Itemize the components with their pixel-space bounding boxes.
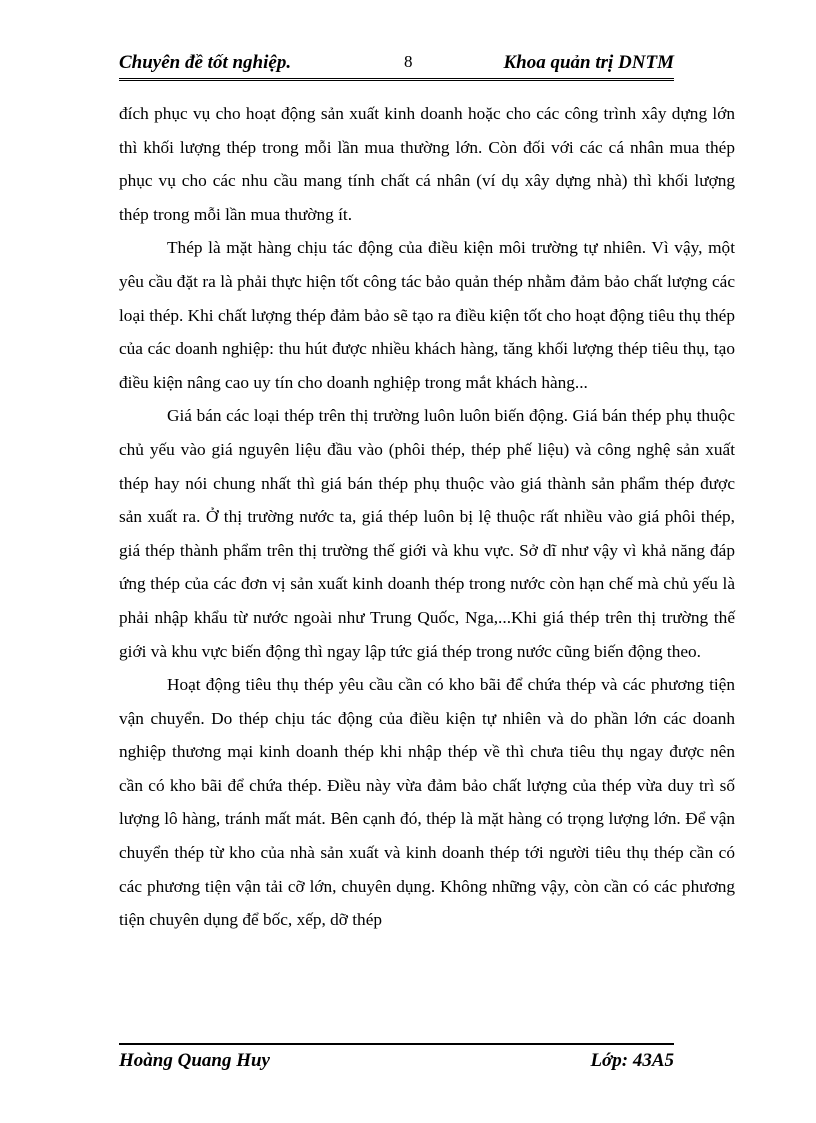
document-body — [119, 97, 735, 937]
page-number: 8 — [404, 52, 413, 71]
paragraph: Giá bán các loại thép trên thị trường luôn luôn biến động. Giá bán thép phụ thuộc chủ yếu vào giá nguyên liệu đầu vào (phôi thép, thép phế liệu) và công nghệ sản xuất thép hay nói chung nhất thì giá bán thép phụ thuộc vào giá thành sản phẩm thép được sản xuất ra. Ở thị trường nước ta, giá thép luôn bị lệ thuộc rất nhiều vào giá phôi thép, giá thép thành phẩm trên thị trường thế giới và khu vực. Sở dĩ như vậy vì khả năng đáp ứng thép của các đơn vị sản xuất kinh doanh thép trong nước còn hạn chế mà chủ yếu là phải nhập khẩu từ nước ngoài như Trung Quốc, Nga,...Khi giá thép trên thị trường thế giới và khu vực biến động thì ngay lập tức giá thép trong nước cũng biến động theo. — [119, 406, 735, 661]
paragraph: Hoạt động tiêu thụ thép yêu cầu cần có kho bãi để chứa thép và các phương tiện vận chuyển. Do thép chịu tác động của điều kiện tự nhiên và do phần lớn các doanh nghiệp thương mại kinh doanh thép khi nhập thép về thì chưa tiêu thụ ngay được nên cần có kho bãi để chứa thép. Điều này vừa đảm bảo chất lượng của thép vừa duy trì số lượng lô hàng, tránh mất mát. Bên cạnh đó, thép là mặt hàng có trọng lượng lớn. Để vận chuyển thép từ kho của nhà sản xuất và kinh doanh thép tới người tiêu thụ thép cần có các phương tiện vận tải cỡ lớn, chuyên dụng. Không những vậy, còn cần có các phương tiện chuyên dụng để bốc, xếp, dỡ thép — [119, 675, 735, 930]
page-header — [119, 52, 674, 81]
page-footer — [119, 1043, 674, 1080]
footer-author: Hoàng Quang Huy — [119, 1050, 270, 1071]
paragraph: Thép là mặt hàng chịu tác động của điều kiện môi trường tự nhiên. Vì vậy, một yêu cầu đặt ra là phải thực hiện tốt công tác bảo quản thép nhằm đảm bảo chất lượng các loại thép. Khi chất lượng thép đảm bảo sẽ tạo ra điều kiện tốt cho hoạt động tiêu thụ thép của các doanh nghiệp: thu hút được nhiều khách hàng, tăng khối lượng thép tiêu thụ, tạo điều kiện nâng cao uy tín cho doanh nghiệp trong mắt khách hàng... — [119, 238, 735, 392]
header-department: Khoa quản trị DNTM — [503, 52, 674, 73]
footer-class: Lớp: 43A5 — [590, 1050, 674, 1071]
header-title: Chuyên đề tốt nghiệp. — [119, 52, 292, 73]
paragraph-continuation: đích phục vụ cho hoạt động sản xuất kinh doanh hoặc cho các công trình xây dựng lớn thì khối lượng thép trong mỗi lần mua thường lớn. Còn đối với các cá nhân mua thép phục vụ cho các nhu cầu mang tính chất cá nhân (ví dụ xây dựng nhà) thì khối lượng thép trong mỗi lần mua thường ít. — [119, 104, 735, 224]
